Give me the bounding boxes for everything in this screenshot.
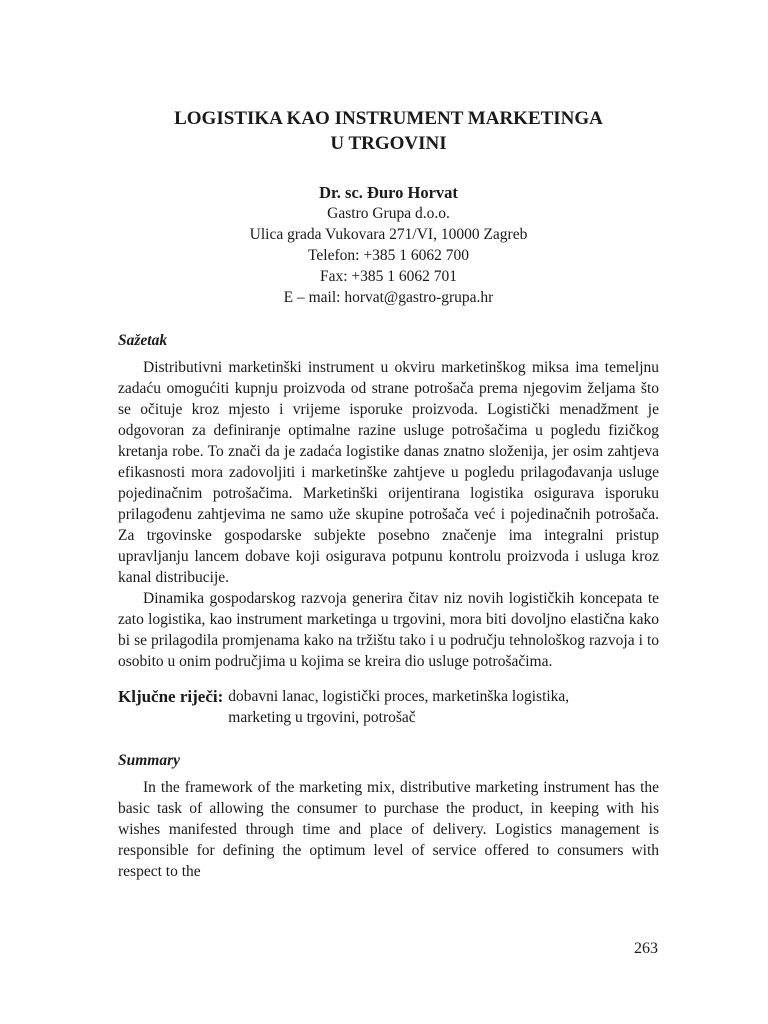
paper-title	[118, 106, 659, 156]
keywords-label: Ključne riječi:	[118, 687, 224, 706]
abstract-heading: Sažetak	[118, 332, 168, 349]
keywords-line-2: marketing u trgovini, potrošač	[228, 709, 416, 726]
author-address: Ulica grada Vukovara 271/VI, 10000 Zagreb	[249, 226, 528, 243]
author-phone: Telefon: +385 1 6062 700	[308, 247, 469, 264]
abstract-paragraph-1: Distributivni marketinški instrument u okviru marketinškog miksa ima temeljnu zadaću omogućiti kupnju proizvoda od strane potrošača prema njegovim željama što se očituje kroz mjesto i vrijeme isporuke proizvoda. Logistički menadžment je odgovoran za definiranje optimalne razine usluge potrošačima u pogledu fizičkog kretanja robe. To znači da je zadaća logistike danas znatno složenija, jer osim zahtjeva efikasnosti mora zadovoljiti i marketinške zahtjeve u pogledu prilagođavanja usluge pojedinačnim potrošačima. Marketinški orijentirana logistika osigurava isporuku prilagođenu zahtjevima ne samo uže skupine potrošača već i pojedinačnih potrošača. Za trgovinske gospodarske subjekte posebno značenje ima integralni pristup upravljanju lancem dobave koji osigurava potpunu kontrolu proizvoda i usluga kroz kanal distribucije.	[118, 359, 659, 586]
page-number: 263	[634, 940, 658, 957]
title-line-2: U TRGOVINI	[330, 133, 447, 154]
author-organization: Gastro Grupa d.o.o.	[327, 205, 450, 222]
author-fax: Fax: +385 1 6062 701	[319, 268, 458, 285]
summary-paragraph-1: In the framework of the marketing mix, distributive marketing instrument has the basic task of allowing the consumer to purchase the product, in keeping with his wishes manifested through time and place of delivery. Logistics management is responsible for defining the optimum level of service offered to consumers with respect to the	[118, 779, 659, 880]
keywords-text	[228, 686, 569, 728]
author-name: Dr. sc. Đuro Horvat	[319, 183, 458, 202]
author-email: E – mail: horvat@gastro-grupa.hr	[283, 289, 494, 306]
paper-page	[118, 106, 659, 882]
abstract-paragraph-2: Dinamika gospodarskog razvoja generira čitav niz novih logističkih koncepata te zato logistika, kao instrument marketinga u trgovini, mora biti dovoljno elastična kako bi se prilagodila promjenama kako na tržištu tako i u području tehnološkog razvoja i to osobito u onim područjima u kojima se kreira dio usluge potrošačima.	[118, 590, 659, 670]
keywords-block	[118, 686, 659, 728]
keywords-line-1: dobavni lanac, logistički proces, marketinška logistika,	[228, 688, 570, 705]
summary-heading: Summary	[118, 752, 181, 769]
title-line-1: LOGISTIKA KAO INSTRUMENT MARKETINGA	[174, 108, 603, 129]
